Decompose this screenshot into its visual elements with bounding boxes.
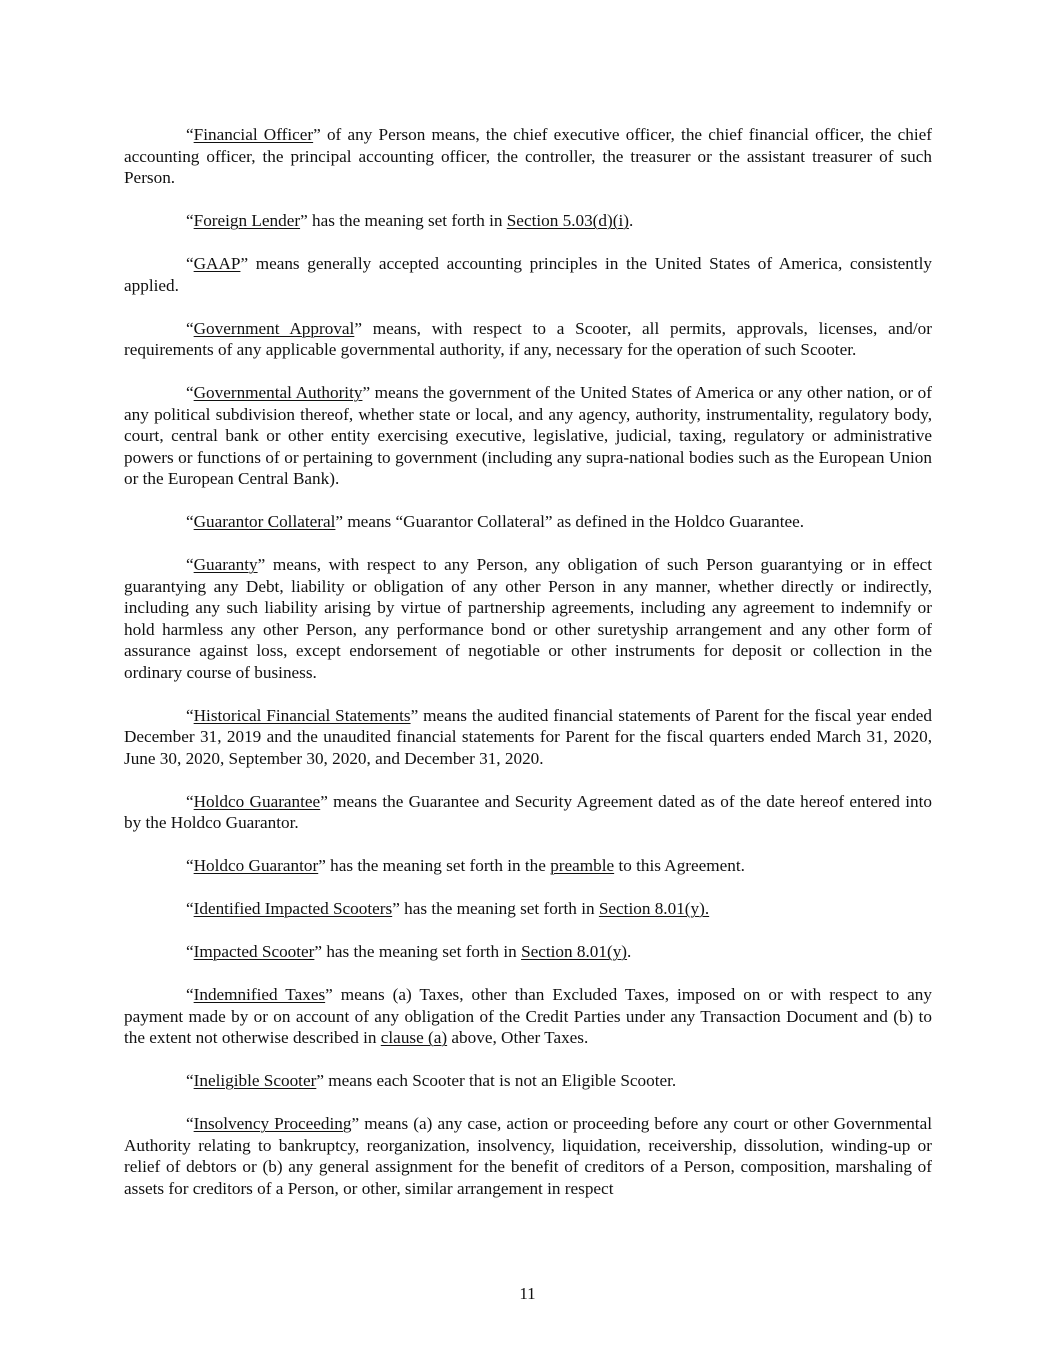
text-segment: ” means generally accepted accounting principles in the United States of America, consistently applied.	[124, 254, 932, 295]
page-number: 11	[519, 1284, 536, 1303]
text-segment: “	[186, 942, 194, 961]
text-segment: “	[186, 383, 194, 402]
definition-guarantor-collateral	[124, 511, 932, 533]
text-segment: ” has the meaning set forth in	[300, 211, 507, 230]
definition-foreign-lender	[124, 210, 932, 232]
text-segment: “	[186, 899, 194, 918]
definition-financial-officer	[124, 124, 932, 189]
defined-term: Impacted Scooter	[193, 942, 315, 961]
definition-government-approval	[124, 318, 932, 361]
text-segment: ” means the government of the United States of America or any other nation, or of any political subdivision thereof, whether state or local, and any agency, authority, instrumentality, regulatory body, court, central bank or other entity exercising executive, legislative, judicial, taxing, regulatory or administrative powers or functions of or pertaining to government (including any supra-national bodies such as the European Union or the European Central Bank).	[124, 383, 932, 488]
definition-holdco-guarantor	[124, 855, 932, 877]
defined-term: Historical Financial Statements	[193, 705, 411, 725]
cross-reference: Section 8.01(y).	[598, 899, 710, 918]
defined-term: Identified Impacted Scooters	[193, 899, 393, 918]
definition-guaranty	[124, 554, 932, 683]
text-segment: “	[186, 791, 194, 811]
defined-term: Government Approval	[193, 318, 355, 338]
defined-term: Holdco Guarantor	[193, 856, 319, 875]
definition-gaap	[124, 253, 932, 296]
text-segment: ” means (a) Taxes, other than Excluded Taxes, imposed on or with respect to any payment made by or on account of any obligation of the Credit Parties under any Transaction Document and (b) to the extent not otherwise described in	[124, 985, 932, 1047]
text-segment: “	[186, 985, 194, 1004]
text-segment: .	[627, 942, 632, 961]
cross-reference: clause (a)	[380, 1028, 448, 1047]
text-segment: ” has the meaning set forth in the	[318, 856, 551, 875]
text-segment: ” means, with respect to any Person, any obligation of such Person guarantying or in effect guarantying any Debt, liability or obligation of any other Person in any manner, whether directly or indirectly, including any such liability arising by virtue of partnership agreements, including any agreement to indemnify or hold harmless any other Person, any performance bond or other suretyship arrangement and any other form of assurance against loss, except endorsement of negotiable or other instruments for deposit or collection in the ordinary course of business.	[124, 555, 932, 682]
defined-term: Guaranty	[193, 555, 258, 574]
defined-term: Ineligible Scooter	[193, 1071, 317, 1090]
definition-insolvency-proceeding	[124, 1113, 932, 1199]
text-segment: “	[186, 555, 194, 574]
defined-term: Insolvency Proceeding	[193, 1114, 352, 1133]
text-segment: ” means “Guarantor Collateral” as defined in the Holdco Guarantee.	[335, 512, 805, 531]
text-segment: ” means, with respect to a Scooter, all permits, approvals, licenses, and/or requirements of any applicable governmental authority, if any, necessary for the operation of such Scooter.	[124, 318, 932, 359]
definition-holdco-guarantee	[124, 791, 932, 834]
text-segment: “	[186, 211, 194, 230]
definition-indemnified-taxes	[124, 984, 932, 1049]
document-body	[124, 124, 932, 1221]
defined-term: Governmental Authority	[193, 383, 363, 402]
text-segment: ” means (a) any case, action or proceeding before any court or other Governmental Authority relating to bankruptcy, reorganization, insolvency, liquidation, receivership, dissolution, winding-up or relief of debtors or (b) any general assignment for the benefit of creditors of a Person, composition, marshaling of assets for creditors of a Person, or other, similar arrangement in respect	[124, 1114, 932, 1198]
text-segment: ” means the Guarantee and Security Agreement dated as of the date hereof entered into by the Holdco Guarantor.	[124, 791, 933, 832]
text-segment: .	[628, 211, 634, 230]
text-segment: “	[186, 254, 194, 273]
definition-governmental-authority	[124, 382, 932, 490]
text-segment: “	[186, 318, 194, 338]
text-segment: “	[186, 856, 194, 875]
text-segment: ” means each Scooter that is not an Eligible Scooter.	[316, 1071, 677, 1090]
defined-term: Financial Officer	[193, 125, 314, 144]
text-segment: “	[186, 1114, 194, 1133]
definition-historical-financial-statements	[124, 705, 932, 770]
text-segment: to this Agreement.	[614, 856, 745, 875]
text-segment: ” has the meaning set forth in	[392, 899, 599, 918]
definition-ineligible-scooter	[124, 1070, 932, 1092]
cross-reference: Section 8.01(y)	[521, 942, 628, 961]
defined-term: Holdco Guarantee	[193, 791, 321, 811]
text-segment: above, Other Taxes.	[447, 1028, 589, 1047]
text-segment: ” has the meaning set forth in	[314, 942, 522, 961]
defined-term: Indemnified Taxes	[193, 985, 326, 1004]
text-segment: “	[186, 1071, 194, 1090]
text-segment: ” of any Person means, the chief executive officer, the chief financial officer, the chief accounting officer, the principal accounting officer, the controller, the treasurer or the assistant treasurer of such Person.	[124, 125, 932, 187]
defined-term: Foreign Lender	[193, 211, 301, 230]
defined-term: GAAP	[193, 254, 241, 273]
text-segment: ” means the audited financial statements of Parent for the fiscal year ended December 31, 2019 and the unaudited financial statements for Parent for the fiscal quarters ended March 31, 2020, June 30, 2020, September 30, 2020, and December 31, 2020.	[124, 705, 932, 768]
text-segment: “	[186, 512, 194, 531]
text-segment: “	[186, 125, 194, 144]
cross-reference: Section 5.03(d)(i)	[506, 211, 629, 230]
cross-reference: preamble	[550, 856, 615, 875]
text-segment: “	[186, 705, 194, 725]
defined-term: Guarantor Collateral	[193, 512, 336, 531]
definition-impacted-scooter	[124, 941, 932, 963]
definition-identified-impacted-scooters	[124, 898, 932, 920]
